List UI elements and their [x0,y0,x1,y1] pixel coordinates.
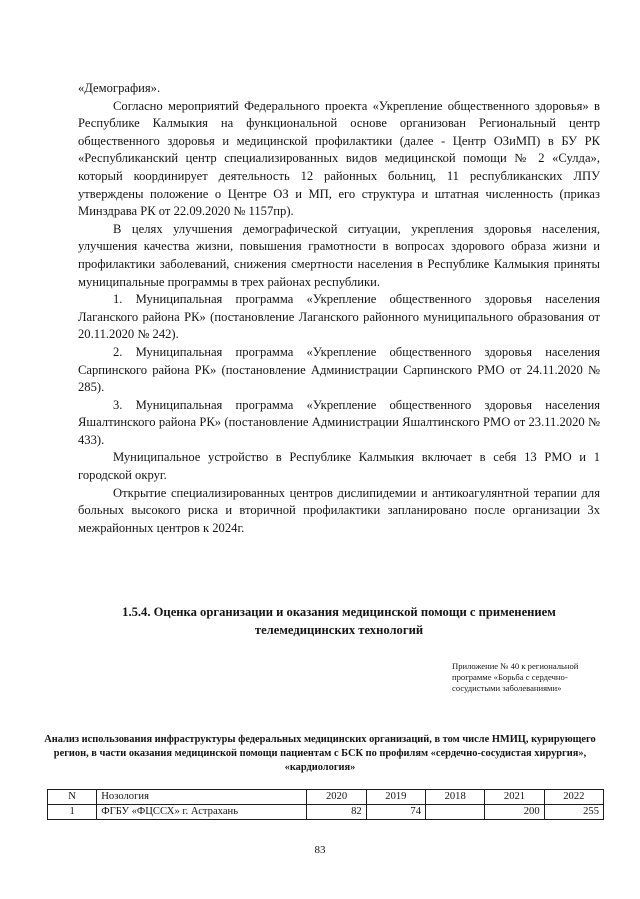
section-heading: 1.5.4. Оценка организации и оказания медицинской помощи с применением телемедицинских технологий [122,605,556,637]
row-number: 1 [48,805,97,820]
row-value-2020: 82 [307,805,366,820]
page-number: 83 [314,844,326,856]
paragraph-demographic-goals: В целях улучшения демографической ситуации, укрепления здоровья населения, улучшения качества жизни, повышения грамотности в вопросах здорового образа жизни и профилактики заболеваний, снижения смертности населения в Республике Калмыкия приняты муниципальные программы в трех районах республики. [78,221,600,289]
row-value-2019: 74 [366,805,425,820]
row-organization: ФГБУ «ФЦССХ» г. Астрахань [97,805,307,820]
table-title: Анализ использования инфраструктуры федеральных медицинских организаций, в том числе НМИЦ, курирующего регион, в части оказания медицинской помощи пациентам с БСК по профилям «сердечно-сосудистая хирургия», «кардиология» [44,734,596,773]
nosology-table [47,789,604,820]
paragraph-specialized-centers: Открытие специализированных центров дислипидемии и антикоагулянтной терапии для больных высокого риска и вторичной профилактики запланировано после организации 3х межрайонных центров к 2024г. [78,485,600,535]
header-n: N [48,790,97,805]
paragraph-program-sarpa: 2. Муниципальная программа «Укрепление общественного здоровья населения Сарпинского района РК» (постановление Администрации Сарпинского РМО от 24.11.2020 № 285). [78,344,600,395]
header-2020: 2020 [307,790,366,805]
table-header-row [48,790,604,805]
row-value-2021: 200 [485,805,544,820]
row-value-2018 [426,805,485,820]
paragraph-program-yashalta: 3. Муниципальная программа «Укрепление общественного здоровья населения Яшалтинского района РК» (постановление Администрации Яшалтинского РМО от 23.11.2020 № 433). [78,397,600,447]
appendix-note: Приложение № 40 к региональной программе «Борьба с сердечно-сосудистыми заболеваниями» [452,661,579,693]
paragraph-municipal-structure: Муниципальное устройство в Республике Калмыкия включает в себя 13 РМО и 1 городской округ. [78,450,600,483]
header-nosology: Нозология [97,790,307,805]
paragraph-program-lagan: 1. Муниципальная программа «Укрепление общественного здоровья населения Лаганского района РК» (постановление Лаганского районного муниципального образования от 20.11.2020 № 242). [78,292,600,342]
row-value-2022: 255 [544,805,603,820]
header-2021: 2021 [485,790,544,805]
header-2022: 2022 [544,790,603,805]
body-text [78,80,600,537]
paragraph-federal-project: Согласно мероприятий Федерального проекта «Укрепление общественного здоровья» в Республике Калмыкия на функциональной основе организован Региональный центр общественного здоровья и медицинской профилактики (далее - Центр ОЗиМП) в БУ РК «Республиканский центр специализированных видов медицинской помощи № 2 «Сулда», который координирует деятельность 12 районных больниц, 11 республиканских ЛПУ утверждены положение о Центре ОЗ и МП, его структура и штатная численность (приказ Минздрава РК от 22.09.2020 № 1157пр). [78,98,600,219]
header-2019: 2019 [366,790,425,805]
paragraph-demography: «Демография». [78,81,161,95]
table-row [48,805,604,820]
header-2018: 2018 [426,790,485,805]
